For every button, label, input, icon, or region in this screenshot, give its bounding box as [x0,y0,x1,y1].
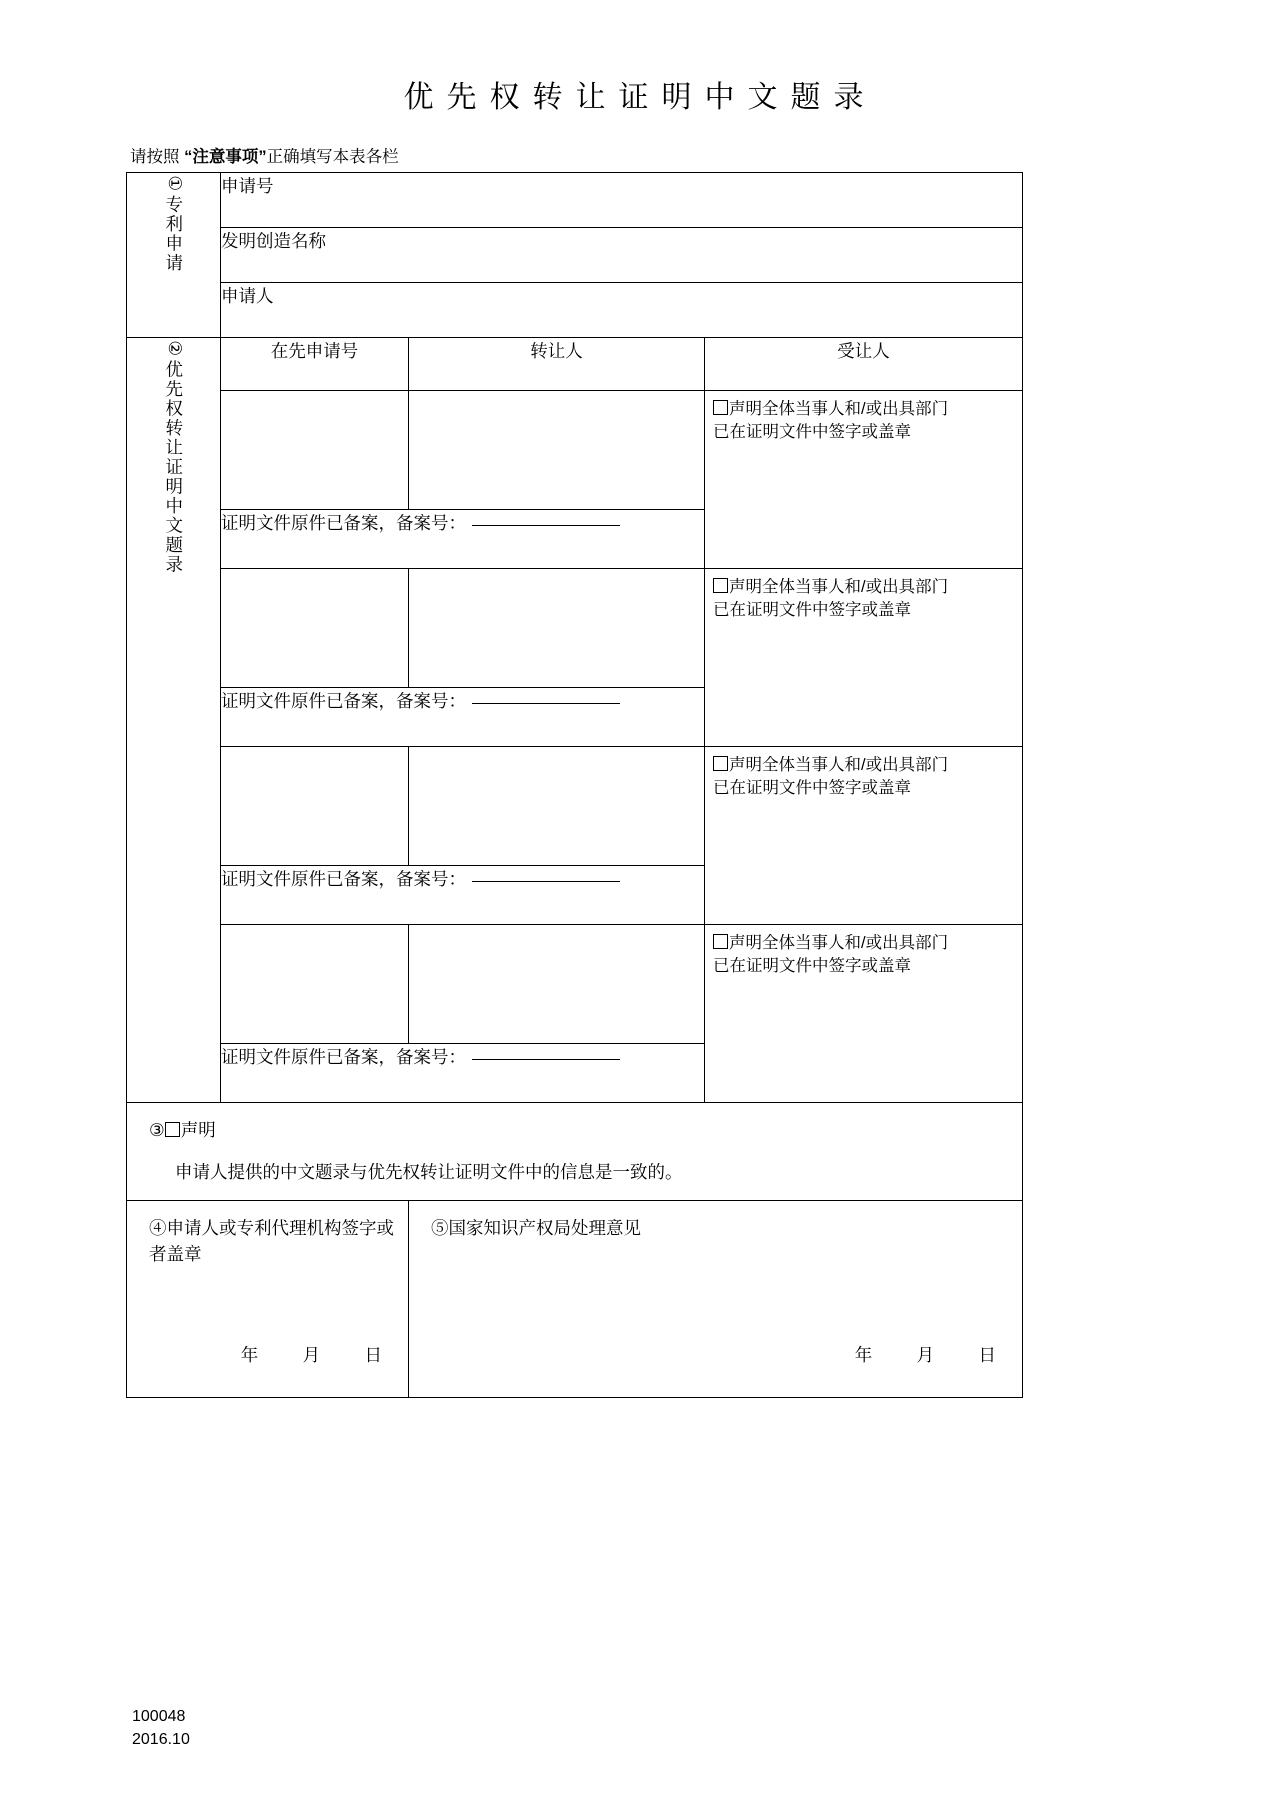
section4-heading-row [127,1201,408,1268]
section5-heading: 国家知识产权局处理意见 [448,1217,641,1238]
checkbox-icon[interactable] [713,756,728,771]
entry-3-assignee-and-statement[interactable] [705,747,1023,925]
form-table [126,172,1023,1398]
entry-4-file-note-rule[interactable] [472,1058,620,1060]
entry-1-assignee-and-statement[interactable] [705,391,1023,569]
checkbox-icon[interactable] [713,400,728,415]
entry-2-file-note-label: 证明文件原件已备案，备案号： [221,691,466,711]
entry-4-prior-application-number[interactable] [221,925,409,1044]
section2-label-text: 优先权转让证明中文题录 [163,360,184,575]
column-header-prior-application-number: 在先申请号 [221,338,409,391]
entry-2-statement-line1: 声明全体当事人和/或出具部门 [729,578,949,596]
table-row [127,1103,1023,1201]
entry-4-file-note-label: 证明文件原件已备案，备案号： [221,1047,466,1067]
table-row [127,173,1023,228]
entry-2-file-note[interactable] [221,688,705,747]
table-row [127,338,1023,391]
footer-form-code: 100048 [132,1708,186,1725]
instruction-prefix: 请按照 [130,148,185,166]
checkbox-icon[interactable] [165,1122,180,1137]
section3-body: 申请人提供的中文题录与优先权转让证明文件中的信息是一致的。 [175,1162,683,1183]
entry-2-statement-line2: 已在证明文件中签字或盖章 [713,600,911,619]
table-row [127,283,1023,338]
field-applicant[interactable] [221,283,1023,338]
field-application-number-label: 申请号 [221,176,274,196]
entry-2-file-note-rule[interactable] [472,702,620,704]
checkbox-icon[interactable] [713,578,728,593]
column-header-assignor: 转让人 [409,338,705,391]
section4-date-month: 月 [302,1345,321,1366]
entry-2-assignor[interactable] [409,569,705,688]
field-application-number[interactable] [221,173,1023,228]
section2-vertical-text [162,338,185,575]
section5-office-opinion[interactable] [409,1200,1023,1397]
entry-4-assignor[interactable] [409,925,705,1044]
section5-number: ⑤ [431,1217,449,1238]
entry-1-file-note-rule[interactable] [472,524,620,526]
entry-4-file-note[interactable] [221,1044,705,1103]
entry-1-assignor[interactable] [409,391,705,510]
entry-2-statement[interactable] [705,569,1022,629]
section5-date-year: 年 [854,1345,873,1366]
entry-4-assignee-and-statement[interactable] [705,925,1023,1103]
field-applicant-label: 申请人 [221,286,274,306]
entry-1-statement-line1: 声明全体当事人和/或出具部门 [729,400,949,418]
entry-3-statement-line2: 已在证明文件中签字或盖章 [713,778,911,797]
entry-3-file-note[interactable] [221,866,705,925]
section1-side-label [127,173,221,338]
section3-declaration [127,1103,1023,1201]
section4-date-year: 年 [240,1345,259,1366]
field-invention-title[interactable] [221,228,1023,283]
entry-3-assignor[interactable] [409,747,705,866]
section5-date-field[interactable] [855,1342,996,1368]
entry-2-prior-application-number[interactable] [221,569,409,688]
section1-label-text: 专利申请 [163,195,184,273]
table-row [127,747,1023,866]
entry-3-file-note-rule[interactable] [472,880,620,882]
section2-side-label [127,338,221,1103]
section1-vertical-text [162,173,185,273]
section3-number: ③ [149,1120,165,1140]
section4-date-field[interactable] [241,1342,382,1368]
footer-version-date: 2016.10 [132,1731,190,1749]
entry-3-statement-line1: 声明全体当事人和/或出具部门 [729,756,949,774]
entry-3-statement[interactable] [705,747,1022,807]
entry-2-assignee-and-statement[interactable] [705,569,1023,747]
section3-heading: 声明 [180,1120,216,1140]
instruction-line [130,143,399,167]
section4-applicant-signature[interactable] [127,1200,409,1397]
section5-heading-row [409,1201,1022,1241]
table-row [127,391,1023,510]
section1-number: ① [162,174,185,195]
instruction-suffix: 正确填写本表各栏 [266,148,399,166]
entry-3-prior-application-number[interactable] [221,747,409,866]
instruction-quoted-term: “注意事项” [184,148,267,166]
page-title: 优先权转让证明中文题录 [403,81,877,114]
section5-date-month: 月 [916,1345,935,1366]
table-row [127,569,1023,688]
entry-1-statement-line2: 已在证明文件中签字或盖章 [713,422,911,441]
table-row [127,1200,1023,1397]
entry-1-statement[interactable] [705,391,1022,451]
section4-date-day: 日 [364,1345,382,1366]
section4-heading: 申请人或专利代理机构签字或者盖章 [149,1217,394,1264]
section2-number: ② [162,339,185,360]
table-row [127,925,1023,1044]
checkbox-icon[interactable] [713,934,728,949]
field-invention-title-label: 发明创造名称 [221,231,326,251]
entry-1-file-note-label: 证明文件原件已备案，备案号： [221,513,466,533]
section3-heading-row[interactable] [127,1103,1022,1143]
entry-4-statement-line2: 已在证明文件中签字或盖章 [713,956,911,975]
footer [132,1705,190,1751]
entry-1-prior-application-number[interactable] [221,391,409,510]
entry-4-statement[interactable] [705,925,1022,985]
section5-date-day: 日 [978,1345,997,1366]
section4-number: ④ [149,1217,167,1238]
table-row [127,228,1023,283]
entry-3-file-note-label: 证明文件原件已备案，备案号： [221,869,466,889]
column-header-assignee: 受让人 [705,338,1023,391]
entry-4-statement-line1: 声明全体当事人和/或出具部门 [729,934,949,952]
entry-1-file-note[interactable] [221,510,705,569]
